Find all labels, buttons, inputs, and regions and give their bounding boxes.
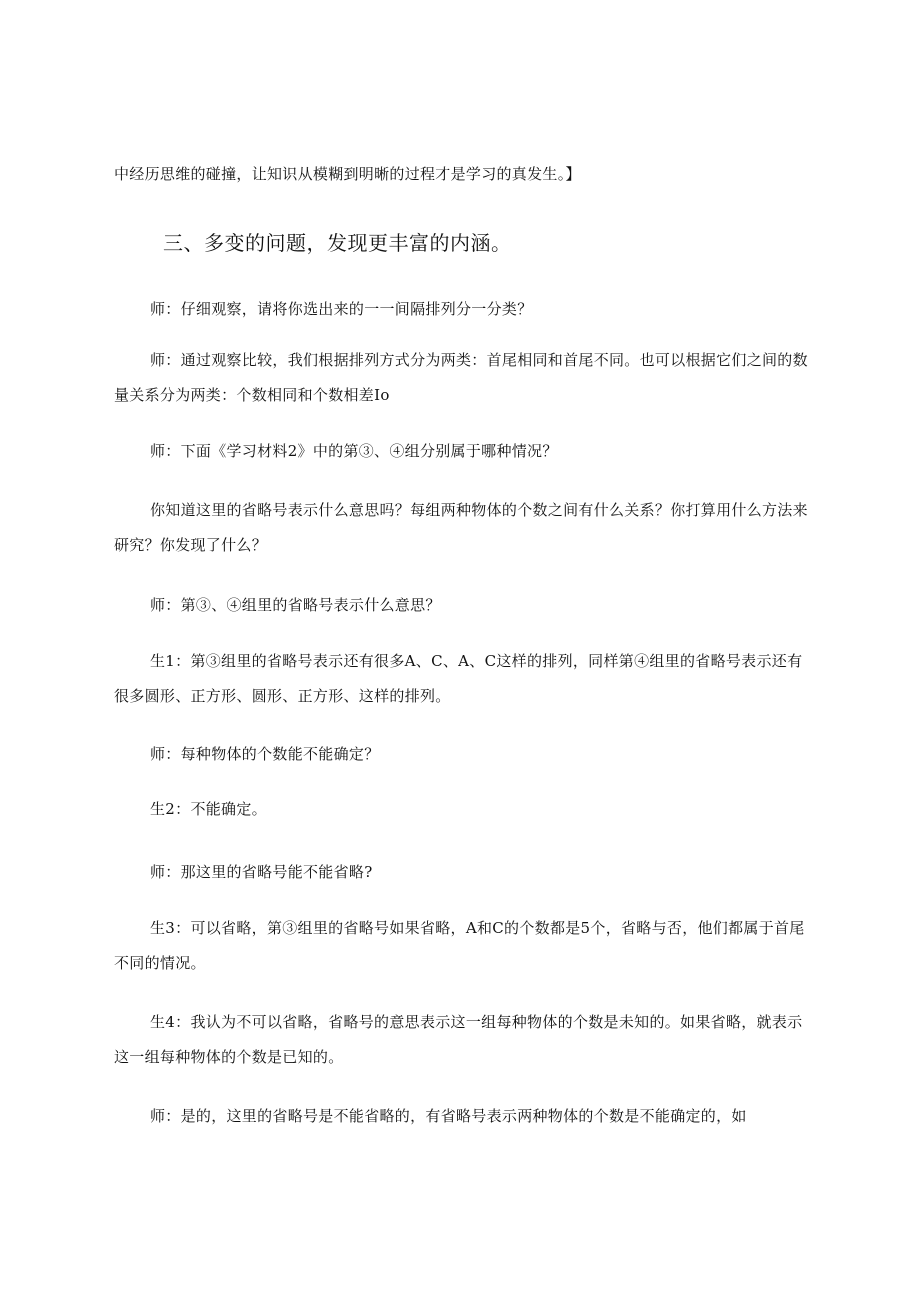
paragraph-continuation: 中经历思维的碰撞，让知识从模糊到明晰的过程才是学习的真发生。】 xyxy=(114,165,581,183)
paragraph: 生1：第③组里的省略号表示还有很多A、C、A、C这样的排列，同样第④组里的省略号表示还有很多圆形、正方形、圆形、正方形、这样的排列。 xyxy=(114,652,803,705)
paragraph: 生2：不能确定。 xyxy=(150,800,267,818)
paragraph: 生4：我认为不可以省略，省略号的意思表示这一组每种物体的个数是未知的。如果省略，就表示这一组每种物体的个数是已知的。 xyxy=(114,1013,803,1066)
paragraph: 你知道这里的省略号表示什么意思吗？每组两种物体的个数之间有什么关系？你打算用什么方法来研究？你发现了什么？ xyxy=(114,501,808,554)
paragraph: 生3：可以省略，第③组里的省略号如果省略，A和C的个数都是5个，省略与否，他们都属于首尾不同的情况。 xyxy=(114,919,805,972)
paragraph: 师：仔细观察，请将你选出来的一一间隔排列分一分类？ xyxy=(150,300,533,318)
paragraph: 师：下面《学习材料2》中的第③、④组分别属于哪种情况？ xyxy=(150,442,558,460)
paragraph: 师：那这里的省略号能不能省略? xyxy=(150,863,373,881)
paragraph: 师：第③、④组里的省略号表示什么意思？ xyxy=(150,596,441,614)
section-heading: 三、多变的问题，发现更丰富的内涵。 xyxy=(163,231,512,255)
paragraph: 师：通过观察比较，我们根据排列方式分为两类：首尾相同和首尾不同。也可以根据它们之间的数量关系分为两类：个数相同和个数相差Io xyxy=(114,351,808,404)
paragraph: 师：每种物体的个数能不能确定？ xyxy=(150,745,380,763)
paragraph: 师：是的，这里的省略号是不能省略的，有省略号表示两种物体的个数是不能确定的，如 xyxy=(150,1107,747,1125)
